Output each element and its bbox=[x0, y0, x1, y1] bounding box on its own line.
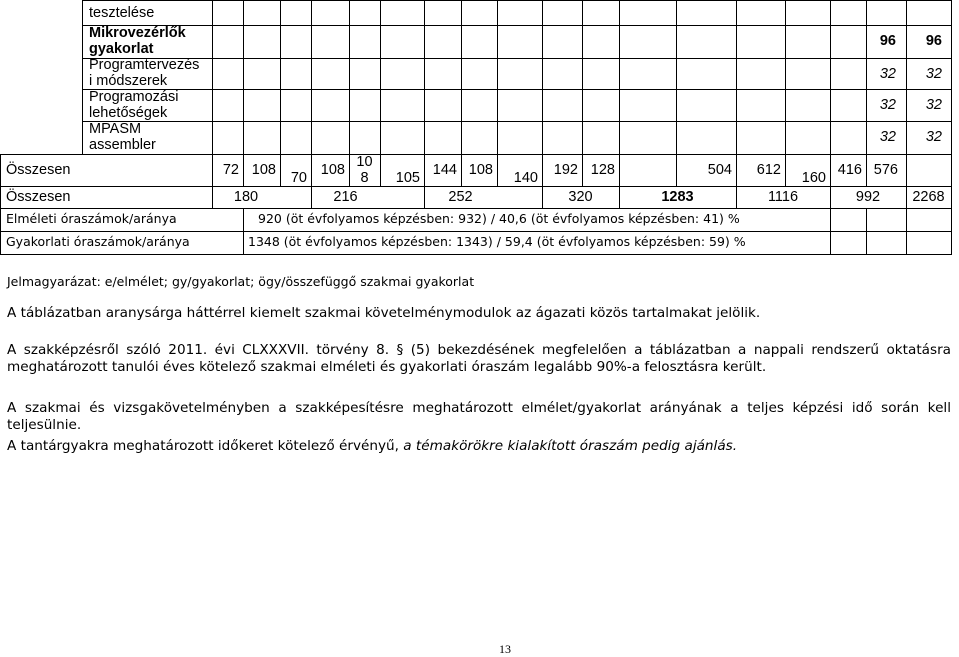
hours-value: 32 bbox=[925, 129, 942, 145]
sum-value: 1116 bbox=[767, 189, 799, 205]
subject-name: Programozási bbox=[89, 89, 179, 105]
page-number: 13 bbox=[499, 642, 511, 656]
sum-row-label: Összesen bbox=[6, 189, 71, 205]
subject-name: tesztelése bbox=[89, 5, 155, 21]
sum-value-total: 1283 bbox=[661, 189, 694, 205]
hours-value: 32 bbox=[925, 66, 942, 82]
sum-value: 72 bbox=[222, 162, 239, 178]
sum-value: 504 bbox=[707, 162, 732, 178]
note-text: A tantárgyakra meghatározott időkeret kötelező érvényű, bbox=[7, 438, 399, 454]
sum-value: 108 bbox=[251, 162, 276, 178]
note-text-italic: a témakörökre kialakított óraszám pedig ajánlás. bbox=[403, 438, 738, 454]
sum-value: 160 bbox=[801, 170, 826, 186]
sum-value: 320 bbox=[568, 189, 593, 205]
sum-value: 192 bbox=[553, 162, 578, 178]
sum-value: 10 bbox=[356, 154, 373, 170]
hours-value: 32 bbox=[879, 97, 896, 113]
sum-value: 180 bbox=[233, 189, 259, 205]
sum-value: 612 bbox=[756, 162, 781, 178]
sum-value: 105 bbox=[395, 170, 420, 186]
sum-value: 108 bbox=[320, 162, 345, 178]
subject-name: assembler bbox=[89, 137, 156, 153]
hours-value: 96 bbox=[925, 33, 942, 49]
sum-value: 416 bbox=[837, 162, 862, 178]
hours-value: 96 bbox=[879, 33, 896, 49]
note-paragraph: A szakképzésről szóló 2011. évi CLXXXVII. törvény 8. § (5) bekezdésének megfelelően a táblázatban a nappali rendszerű oktatásra meghatározott tanulói éves kötelező szakmai elméleti és gyakorlati óraszám legalább 90%-a felosztásra került. bbox=[7, 342, 951, 375]
subject-name: Mikrovezérlők bbox=[89, 25, 186, 41]
theory-ratio-value: 920 (öt évfolyamos képzésben: 932) / 40,6 (öt évfolyamos képzésben: 41) % bbox=[258, 211, 740, 226]
theory-ratio-label: Elméleti óraszámok/aránya bbox=[6, 211, 177, 226]
legend-text: Jelmagyarázat: e/elmélet; gy/gyakorlat; ögy/összefüggő szakmai gyakorlat bbox=[7, 274, 475, 289]
sum-value: 70 bbox=[290, 170, 307, 186]
sum-value: 144 bbox=[432, 162, 457, 178]
sum-value: 992 bbox=[855, 189, 881, 205]
note-paragraph bbox=[7, 438, 951, 455]
subject-name: gyakorlat bbox=[89, 41, 154, 57]
sum-value: 8 bbox=[360, 170, 369, 186]
note-paragraph: A táblázatban aranysárga háttérrel kiemelt szakmai követelménymodulok az ágazati közös tartalmakat jelölik. bbox=[7, 305, 761, 321]
subject-name: lehetőségek bbox=[89, 105, 168, 121]
sum-value: 2268 bbox=[912, 189, 945, 205]
subject-name: MPASM bbox=[89, 121, 142, 137]
sum-value: 576 bbox=[873, 162, 898, 178]
sum-row-label: Összesen bbox=[6, 162, 71, 178]
practice-ratio-value: 1348 (öt évfolyamos képzésben: 1343) / 59,4 (öt évfolyamos képzésben: 59) % bbox=[248, 234, 746, 249]
subject-name: Programtervezés bbox=[89, 57, 200, 73]
subject-name: i módszerek bbox=[89, 73, 168, 89]
sum-value: 128 bbox=[590, 162, 615, 178]
sum-value: 252 bbox=[448, 189, 473, 205]
hours-value: 32 bbox=[879, 129, 896, 145]
note-paragraph: A szakmai és vizsgakövetelményben a szakképesítésre meghatározott elmélet/gyakorlat arányának a teljes képzési idő során kell teljesülnie. bbox=[7, 400, 951, 433]
sum-value: 108 bbox=[468, 162, 493, 178]
hours-value: 32 bbox=[925, 97, 942, 113]
sum-value: 140 bbox=[513, 170, 538, 186]
hours-value: 32 bbox=[879, 66, 896, 82]
practice-ratio-label: Gyakorlati óraszámok/aránya bbox=[6, 234, 190, 249]
sum-value: 216 bbox=[333, 189, 358, 205]
